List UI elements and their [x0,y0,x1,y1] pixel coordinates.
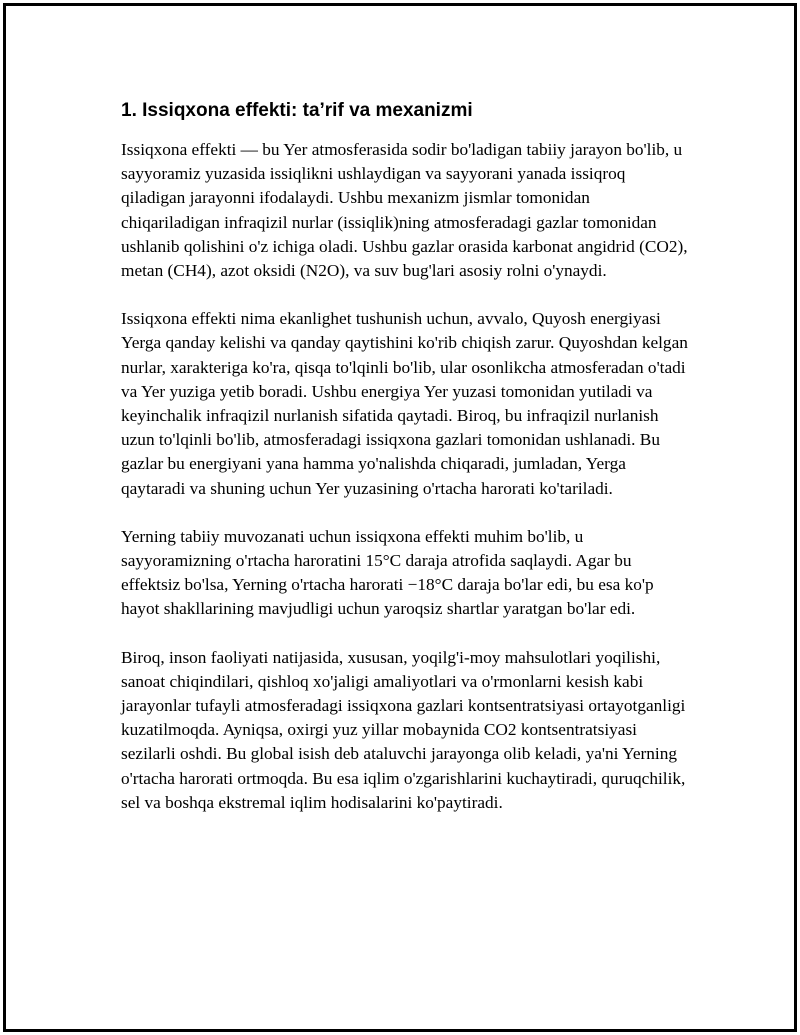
page-frame [3,3,797,1032]
paragraph-human-impact: Biroq, inson faoliyati natijasida, xususan, yoqilg'i-moy mahsulotlari yoqilishi, sanoat chiqindilari, qishloq xo'jaligi amaliyotlari va o'rmonlarni kesish kabi jarayonlar tufayli atmosferadagi issiqxona gazlari kontsentratsiyasi ortayotganligi kuzatilmoqda. Ayniqsa, oxirgi yuz yillar mobaynida CO2 kontsentratsiyasi sezilarli oshdi. Bu global isish deb ataluvchi jarayonga olib keladi, ya'ni Yerning o'rtacha harorati ortmoqda. Bu esa iqlim o'zgarishlarini kuchaytiradi, quruqchilik, sel va boshqa ekstremal iqlim hodisalarini ko'paytiradi. [121,647,686,812]
section-heading: 1. Issiqxona effekti: ta’rif va mexanizmi [121,100,473,121]
paragraph-definition: Issiqxona effekti — bu Yer atmosferasida sodir bo'ladigan tabiiy jarayon bo'lib, u sayyoramiz yuzasida issiqlikni ushlaydigan va sayyorani yanada issiqroq qiladigan jarayonni ifodalaydi. Ushbu mexanizm jismlar tomonidan chiqariladigan infraqizil nurlar (issiqlik)ning atmosferadagi gazlar tomonidan ushlanib qolishini o'z ichiga oladi. Ushbu gazlar orasida karbonat angidrid (CO2), metan (CH4), azot oksidi (N2O), va suv bug'lari asosiy rolni o'ynaydi. [121,140,688,281]
document-body [121,99,691,839]
paragraph-mechanism: Issiqxona effekti nima ekanlighet tushunish uchun, avvalo, Quyosh energiyasi Yerga qanday kelishi va qanday qaytishini ko'rib chiqish zarur. Quyoshdan kelgan nurlar, xarakteriga ko'ra, qisqa to'lqinli bo'lib, ular osonlikcha atmosferadan o'tadi va Yer yuziga yetib boradi. Ushbu energiya Yer yuzasi tomonidan yutiladi va keyinchalik infraqizil nurlanish sifatida qaytadi. Biroq, bu infraqizil nurlanish uzun to'lqinli bo'lib, atmosferadagi issiqxona gazlari tomonidan ushlanadi. Bu gazlar bu energiyani yana hamma yo'nalishda chiqaradi, jumladan, Yerga qaytaradi va shuning uchun Yer yuzasining o'rtacha harorati ko'tariladi. [121,309,688,498]
paragraph-natural-balance: Yerning tabiiy muvozanati uchun issiqxona effekti muhim bo'lib, u sayyoramizning o'rtacha haroratini 15°C daraja atrofida saqlaydi. Agar bu effektsiz bo'lsa, Yerning o'rtacha harorati −18°C daraja bo'lar edi, bu esa ko'p hayot shakllarining mavjudligi uchun yaroqsiz shartlar yaratgan bo'lar edi. [121,526,654,619]
